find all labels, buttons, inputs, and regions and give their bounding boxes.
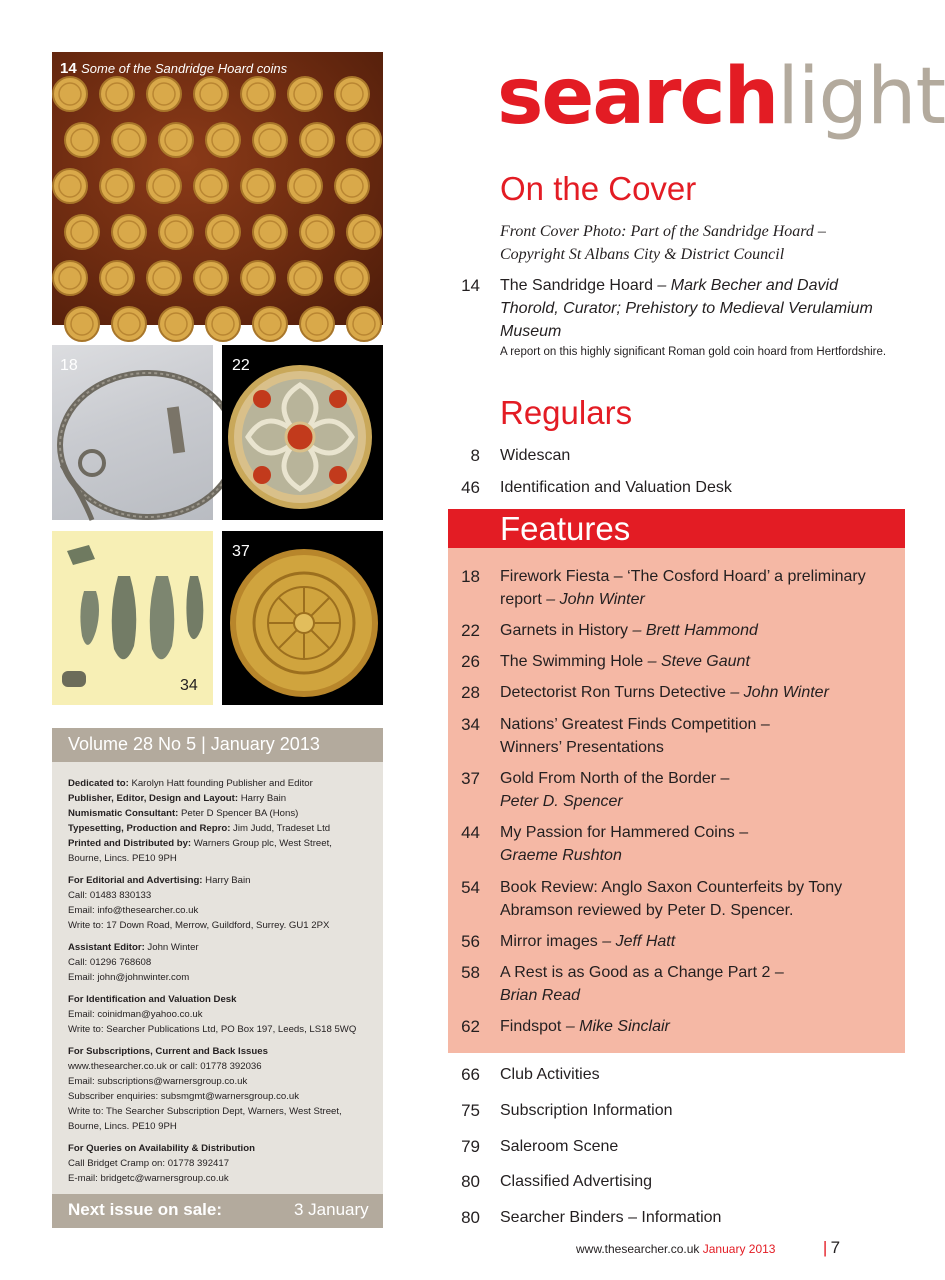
volume-bar (52, 728, 383, 762)
gold-coin (159, 307, 193, 341)
logo-light: light (777, 52, 945, 142)
gold-coins-grid (52, 52, 383, 325)
email-line[interactable]: Subscriber enquiries: subsmgmt@warnersgroup.co.uk (68, 1091, 300, 1102)
gold-coin (253, 307, 287, 341)
photo-caption (180, 677, 198, 695)
caption-text: Some of the Sandridge Hoard coins (81, 61, 288, 76)
entry-title: My Passion for Hammered Coins – (500, 824, 749, 841)
gold-coin (159, 215, 193, 249)
gold-coin (194, 261, 228, 295)
entry-page-number: 34 (461, 715, 480, 734)
entry-page-number: 26 (461, 652, 480, 671)
entry-page-number: 46 (461, 478, 480, 497)
gold-coin (206, 215, 240, 249)
gold-coin (206, 123, 240, 157)
credit-value: Peter D Spencer BA (Hons) (178, 808, 299, 819)
credit-line (68, 836, 367, 851)
entry-body (500, 821, 900, 867)
gold-coin (100, 169, 134, 203)
gold-coin (335, 261, 369, 295)
entry-title: Nations’ Greatest Finds Competition – Winners’ Presentations (500, 716, 770, 756)
gold-coin (241, 77, 275, 111)
gold-coin (241, 261, 275, 295)
entry-author: – John Winter (725, 684, 829, 701)
credit-line (68, 776, 367, 791)
credit-label: Dedicated to: (68, 778, 129, 789)
credit-label: For Subscriptions, Current and Back Issues (68, 1046, 268, 1057)
credit-line: Bourne, Lincs. PE10 9PH (68, 853, 177, 864)
entry-title: The Sandridge Hoard (500, 277, 653, 294)
entry-title: Firework Fiesta – ‘The Cosford Hoard’ a preliminary report (500, 568, 866, 608)
entry-body (500, 961, 900, 1007)
photo-caption (232, 357, 250, 375)
gold-coin (253, 123, 287, 157)
page-footer (576, 1238, 840, 1258)
entry-author: Graeme Rushton (500, 847, 622, 864)
credit-label: Publisher, Editor, Design and Layout: (68, 793, 239, 804)
address-line: Write to: 17 Down Road, Merrow, Guildford, Surrey. GU1 2PX (68, 920, 330, 931)
entry-title: Identification and Valuation Desk (500, 479, 732, 496)
gold-coin (194, 77, 228, 111)
entry-title: Club Activities (500, 1066, 600, 1083)
email-line[interactable]: Email: john@johnwinter.com (68, 972, 190, 983)
credit-line (68, 821, 367, 836)
gold-coin (112, 123, 146, 157)
gold-coin (112, 215, 146, 249)
address-line: Write to: Searcher Publications Ltd, PO Box 197, Leeds, LS18 5WQ (68, 1024, 357, 1035)
gold-coin (347, 307, 381, 341)
entry-title: The Swimming Hole (500, 653, 644, 670)
entry-title: Mirror images (500, 933, 598, 950)
credit-line (68, 940, 367, 955)
caption-page-number: 18 (60, 357, 78, 374)
cover-heading: On the Cover (500, 170, 697, 207)
credit-value: Warners Group plc, West Street, (191, 838, 332, 849)
credit-line (68, 1044, 367, 1059)
gold-coin (65, 215, 99, 249)
entry-page-number: 56 (461, 932, 480, 951)
entry-author: – Brett Hammond (628, 622, 758, 639)
gold-coin (65, 123, 99, 157)
gold-coin (53, 261, 87, 295)
phone-line: Call: 01483 830133 (68, 890, 152, 901)
phone-line: Call: 01296 768608 (68, 957, 152, 968)
entry-body (500, 1015, 900, 1038)
credit-line (68, 806, 367, 821)
entry-page-number: 58 (461, 963, 480, 982)
credit-label: For Editorial and Advertising: (68, 875, 203, 886)
credit-line (68, 873, 367, 888)
entry-author: – Jeff Hatt (597, 933, 676, 950)
finds-competition-photo (52, 531, 213, 705)
gold-coin (147, 77, 181, 111)
credit-label: Typesetting, Production and Repro: (68, 823, 231, 834)
entry-page-number: 80 (461, 1172, 480, 1191)
entry-page-number: 75 (461, 1101, 480, 1120)
gold-coin-photo (222, 531, 383, 705)
gold-coin (53, 77, 87, 111)
email-line[interactable]: Email: info@thesearcher.co.uk (68, 905, 199, 916)
credit-label: For Queries on Availability & Distribution (68, 1143, 255, 1154)
gold-coin (147, 169, 181, 203)
credit-label: Assistant Editor: (68, 942, 145, 953)
footer-separator: | (822, 1238, 828, 1257)
entry-title: Subscription Information (500, 1102, 673, 1119)
assistant-contact (68, 940, 367, 985)
gold-coin (65, 307, 99, 341)
cosford-torc-photo (52, 345, 213, 520)
next-issue-date: 3 January (294, 1200, 369, 1219)
cover-photo-credit: Front Cover Photo: Part of the Sandridge Hoard – Copyright St Albans City & District Council (500, 223, 826, 263)
features-heading-bar (448, 509, 905, 548)
gold-coin (300, 307, 334, 341)
entry-author: Brian Read (500, 987, 581, 1004)
entry-page-number: 44 (461, 823, 480, 842)
phone-line: Call Bridget Cramp on: 01778 392417 (68, 1158, 230, 1169)
sandridge-hoard-photo (52, 52, 383, 325)
entry-title: A Rest is as Good as a Change Part 2 – (500, 964, 784, 981)
address-line: Write to: The Searcher Subscription Dept, Warners, West Street, (68, 1106, 342, 1117)
credit-value: Harry Bain (238, 793, 287, 804)
gold-coin (53, 169, 87, 203)
entry-body (500, 565, 900, 611)
entry-author: – Steve Gaunt (643, 653, 750, 670)
gold-coin (194, 169, 228, 203)
entry-title: Gold From North of the Border – (500, 770, 730, 787)
gold-coin (335, 169, 369, 203)
gold-coin (112, 307, 146, 341)
gold-coin (335, 77, 369, 111)
features-heading: Features (500, 510, 631, 547)
gold-coin (159, 123, 193, 157)
address-line: Bourne, Lincs. PE10 9PH (68, 1121, 177, 1132)
entry-title: Findspot (500, 1018, 562, 1035)
credit-value: Karolyn Hatt founding Publisher and Editor (128, 778, 313, 789)
entry-title: Book Review: Anglo Saxon Counterfeits by Tony Abramson reviewed by Peter D. Spencer. (500, 879, 843, 919)
entry-title: Widescan (500, 447, 571, 464)
footer-url[interactable]: www.thesearcher.co.uk (576, 1242, 700, 1256)
credit-line (68, 791, 367, 806)
credit-value: Harry Bain (202, 875, 251, 886)
caption-page-number: 37 (232, 543, 250, 560)
gold-coin (206, 307, 240, 341)
identification-contact (68, 992, 367, 1037)
footer-issue-month: January 2013 (702, 1242, 776, 1256)
entry-page-number: 37 (461, 769, 480, 788)
caption-page-number: 14 (60, 60, 77, 77)
entry-page-number: 8 (470, 446, 480, 465)
entry-body (500, 681, 900, 704)
credit-label: For Identification and Valuation Desk (68, 994, 237, 1005)
email-line[interactable]: Email: coinidman@yahoo.co.uk (68, 1009, 203, 1020)
gold-coin (300, 215, 334, 249)
searchlight-logo (497, 52, 945, 142)
volume-label: Volume 28 No 5 | January 2013 (68, 734, 320, 754)
next-issue-label: Next issue on sale: (68, 1200, 223, 1219)
caption-page-number: 22 (232, 357, 250, 374)
entry-body (500, 713, 800, 759)
entry-title: Classified Advertising (500, 1173, 653, 1190)
gold-coin (288, 169, 322, 203)
editorial-contact (68, 873, 367, 933)
photo-caption (232, 543, 250, 561)
entry-title: Searcher Binders – Information (500, 1209, 722, 1226)
credits-box (52, 762, 383, 1194)
credit-value: Jim Judd, Tradeset Ltd (230, 823, 331, 834)
entry-title: Detectorist Ron Turns Detective (500, 684, 726, 701)
entry-author: Peter D. Spencer (500, 793, 623, 810)
entry-title: Saleroom Scene (500, 1138, 619, 1155)
credit-label: Numismatic Consultant: (68, 808, 179, 819)
entry-page-number: 79 (461, 1137, 480, 1156)
entry-page-number: 28 (461, 683, 480, 702)
gold-coin (253, 215, 287, 249)
email-line[interactable]: E-mail: bridgetc@warnersgroup.co.uk (68, 1173, 229, 1184)
page-number: 7 (830, 1238, 841, 1257)
entry-body (500, 876, 860, 922)
subscriptions-contact (68, 1044, 367, 1134)
entry-author: – Mark Becher and David Thorold, Curator; Prehistory to Medieval Verulamium Museum (500, 277, 873, 340)
garnet-brooch-photo (222, 345, 383, 520)
credit-value: John Winter (144, 942, 199, 953)
gold-coin (147, 261, 181, 295)
entry-body (500, 767, 900, 813)
gold-coin (347, 215, 381, 249)
regulars-heading: Regulars (500, 394, 633, 431)
gold-coin (300, 123, 334, 157)
entry-description: A report on this highly significant Roman gold coin hoard from Hertfordshire. (500, 346, 887, 358)
photo-caption (60, 357, 78, 375)
staff-credits (68, 776, 367, 866)
photo-caption (60, 60, 287, 78)
entry-title: Garnets in History (500, 622, 629, 639)
gold-coin (288, 77, 322, 111)
entry-page-number: 22 (461, 621, 480, 640)
entry-body (500, 274, 900, 359)
credit-line (68, 992, 367, 1007)
entry-author: – John Winter (541, 591, 645, 608)
entry-page-number: 80 (461, 1208, 480, 1227)
gold-coin (100, 77, 134, 111)
entry-body (500, 619, 900, 642)
web-line[interactable]: www.thesearcher.co.uk or call: 01778 392036 (68, 1061, 262, 1072)
next-issue-bar (52, 1194, 383, 1228)
entry-page-number: 54 (461, 878, 480, 897)
entry-author: – Mike Sinclair (561, 1018, 670, 1035)
gold-coin (241, 169, 275, 203)
entry-page-number: 62 (461, 1017, 480, 1036)
distribution-contact (68, 1141, 367, 1186)
entry-page-number: 66 (461, 1065, 480, 1084)
entry-page-number: 14 (461, 276, 480, 295)
gold-coin (347, 123, 381, 157)
gold-coin (288, 261, 322, 295)
email-line[interactable]: Email: subscriptions@warnersgroup.co.uk (68, 1076, 248, 1087)
gold-coin (100, 261, 134, 295)
entry-body (500, 930, 900, 953)
entry-page-number: 18 (461, 567, 480, 586)
entry-body (500, 650, 900, 673)
caption-page-number: 34 (180, 677, 198, 694)
credit-line (68, 1141, 367, 1156)
logo-search: search (497, 52, 778, 142)
credit-label: Printed and Distributed by: (68, 838, 192, 849)
